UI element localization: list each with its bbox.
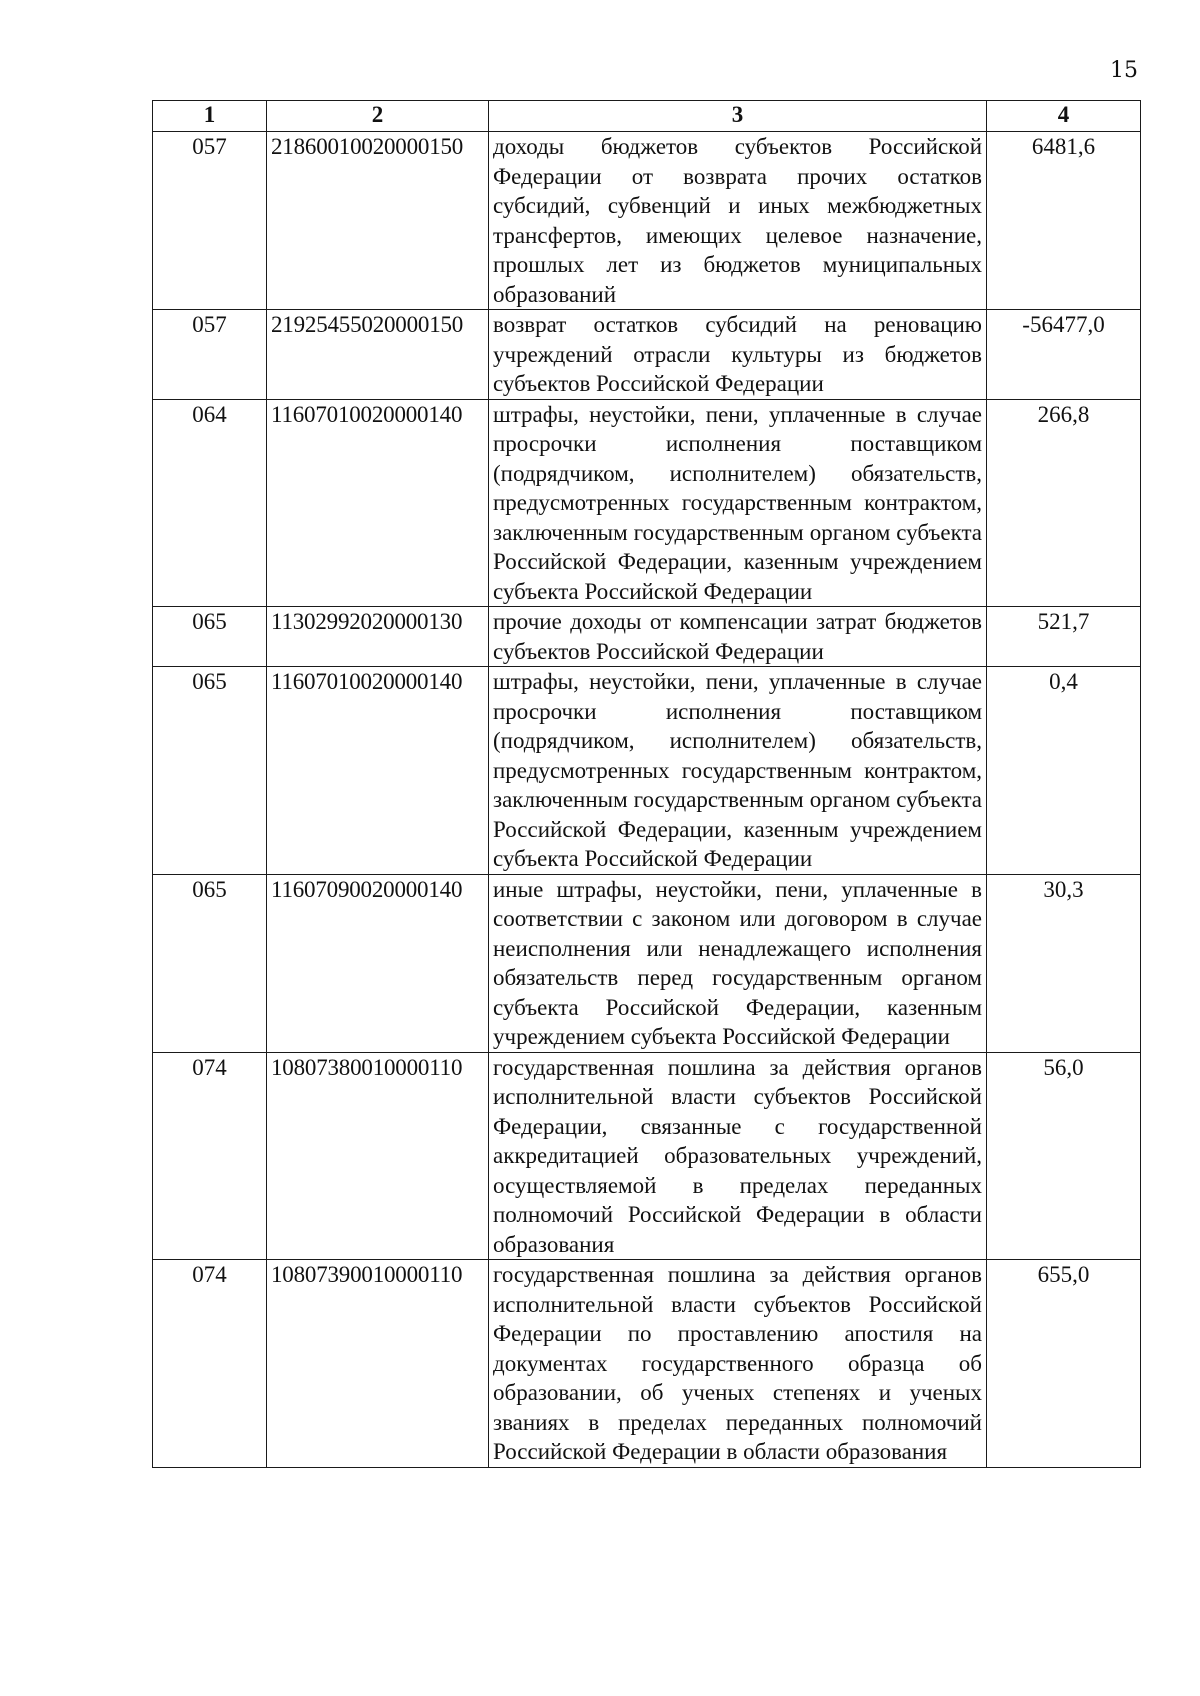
amount-cell: 521,7 bbox=[987, 607, 1141, 667]
description-cell: возврат остатков субсидий на реновацию учреждений отрасли культуры из бюджетов субъектов Российской Федерации bbox=[489, 310, 987, 400]
description-cell: доходы бюджетов субъектов Российской Федерации от возврата прочих остатков субсидий, субвенций и иных межбюджетных трансфертов, имеющих целевое назначение, прошлых лет из бюджетов муниципальных образований bbox=[489, 132, 987, 310]
table-row bbox=[153, 874, 1141, 1052]
admin-code-cell: 057 bbox=[153, 132, 267, 310]
admin-code-cell: 074 bbox=[153, 1052, 267, 1260]
column-header-2: 2 bbox=[267, 101, 489, 132]
column-header-1: 1 bbox=[153, 101, 267, 132]
budget-code-cell: 11607010020000140 bbox=[267, 399, 489, 607]
budget-code-cell: 21860010020000150 bbox=[267, 132, 489, 310]
admin-code-cell: 057 bbox=[153, 310, 267, 400]
amount-cell: 56,0 bbox=[987, 1052, 1141, 1260]
table-header-row bbox=[153, 101, 1141, 132]
table-row bbox=[153, 310, 1141, 400]
table-row bbox=[153, 667, 1141, 875]
admin-code-cell: 064 bbox=[153, 399, 267, 607]
description-cell: штрафы, неустойки, пени, уплаченные в случае просрочки исполнения поставщиком (подрядчиком, исполнителем) обязательств, предусмотренных государственным контрактом, заключенным государственным органом субъекта Российской Федерации, казенным учреждением субъекта Российской Федерации bbox=[489, 667, 987, 875]
table-row bbox=[153, 1260, 1141, 1468]
budget-code-cell: 11302992020000130 bbox=[267, 607, 489, 667]
amount-cell: 266,8 bbox=[987, 399, 1141, 607]
description-cell: штрафы, неустойки, пени, уплаченные в случае просрочки исполнения поставщиком (подрядчиком, исполнителем) обязательств, предусмотренных государственным контрактом, заключенным государственным органом субъекта Российской Федерации, казенным учреждением субъекта Российской Федерации bbox=[489, 399, 987, 607]
column-header-4: 4 bbox=[987, 101, 1141, 132]
admin-code-cell: 065 bbox=[153, 667, 267, 875]
budget-code-cell: 11607090020000140 bbox=[267, 874, 489, 1052]
page-number: 15 bbox=[1110, 58, 1138, 83]
admin-code-cell: 065 bbox=[153, 607, 267, 667]
amount-cell: 655,0 bbox=[987, 1260, 1141, 1468]
revenue-table bbox=[152, 100, 1141, 1468]
table-row bbox=[153, 607, 1141, 667]
admin-code-cell: 074 bbox=[153, 1260, 267, 1468]
column-header-3: 3 bbox=[489, 101, 987, 132]
budget-code-cell: 10807380010000110 bbox=[267, 1052, 489, 1260]
admin-code-cell: 065 bbox=[153, 874, 267, 1052]
budget-code-cell: 11607010020000140 bbox=[267, 667, 489, 875]
table-row bbox=[153, 399, 1141, 607]
amount-cell: 6481,6 bbox=[987, 132, 1141, 310]
description-cell: государственная пошлина за действия органов исполнительной власти субъектов Российской Федерации по проставлению апостиля на документах государственного образца об образовании, об ученых степенях и ученых званиях в пределах переданных полномочий Российской Федерации в области образования bbox=[489, 1260, 987, 1468]
budget-code-cell: 21925455020000150 bbox=[267, 310, 489, 400]
description-cell: иные штрафы, неустойки, пени, уплаченные в соответствии с законом или договором в случае неисполнения или ненадлежащего исполнения обязательств перед государственным органом субъекта Российской Федерации, казенным учреждением субъекта Российской Федерации bbox=[489, 874, 987, 1052]
amount-cell: -56477,0 bbox=[987, 310, 1141, 400]
table-row bbox=[153, 132, 1141, 310]
budget-code-cell: 10807390010000110 bbox=[267, 1260, 489, 1468]
amount-cell: 0,4 bbox=[987, 667, 1141, 875]
table-row bbox=[153, 1052, 1141, 1260]
amount-cell: 30,3 bbox=[987, 874, 1141, 1052]
description-cell: прочие доходы от компенсации затрат бюджетов субъектов Российской Федерации bbox=[489, 607, 987, 667]
description-cell: государственная пошлина за действия органов исполнительной власти субъектов Российской Федерации, связанные с государственной аккредитацией образовательных учреждений, осуществляемой в пределах переданных полномочий Российской Федерации в области образования bbox=[489, 1052, 987, 1260]
